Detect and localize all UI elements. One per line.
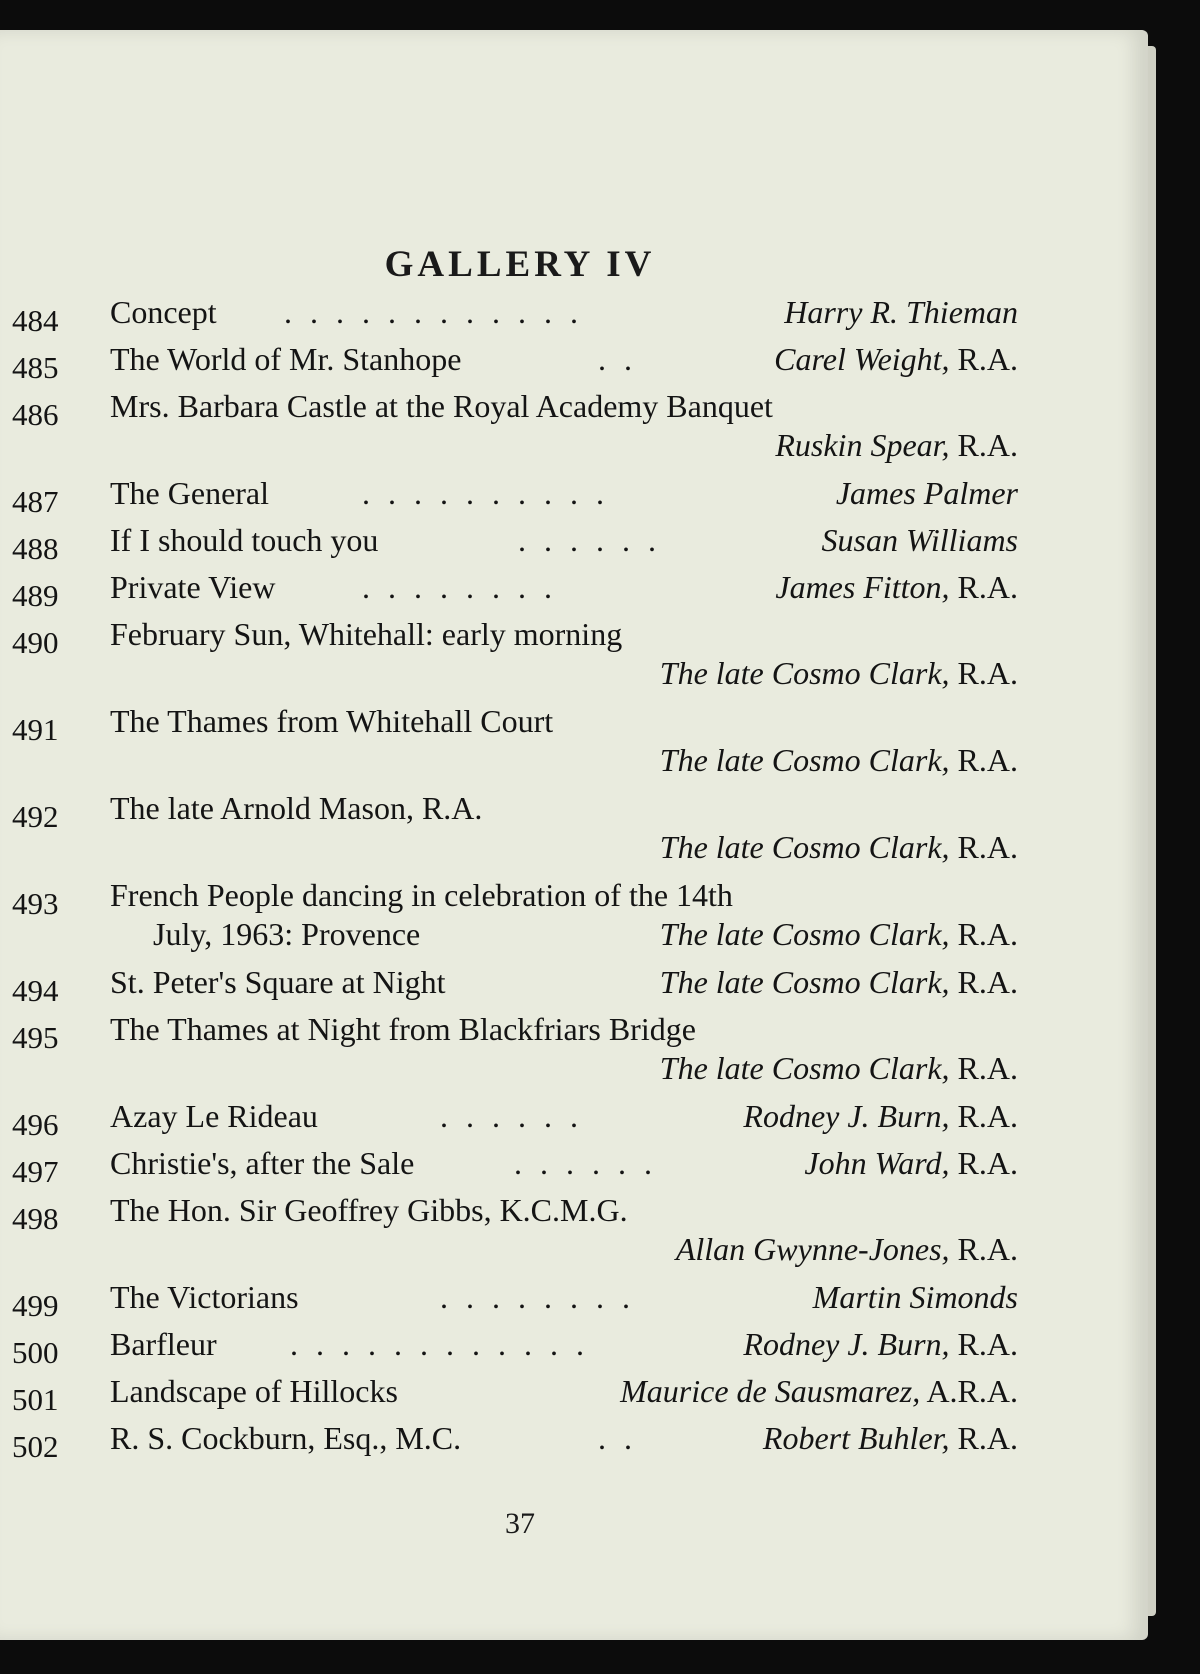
- entry-title: Concept: [110, 294, 217, 330]
- entry-number: 491: [12, 712, 59, 747]
- entry-number: 488: [12, 531, 59, 566]
- entry-title: Christie's, after the Sale: [110, 1145, 415, 1181]
- artist-name: The late Cosmo Clark,: [659, 964, 950, 1000]
- entry-number: 494: [12, 973, 59, 1008]
- entry-title: R. S. Cockburn, Esq., M.C.: [110, 1420, 462, 1456]
- artist-name: Susan Williams: [821, 522, 1018, 558]
- artist-suffix: R.A.: [949, 427, 1018, 463]
- catalogue-entry: [0, 1420, 1030, 1467]
- catalogue-entry: [0, 790, 1030, 877]
- entry-artist: [660, 829, 1018, 866]
- entry-title: If I should touch you: [110, 522, 379, 558]
- entry-title: The Thames at Night from Blackfriars Bridge: [110, 1011, 696, 1047]
- catalogue-entry: [0, 388, 1030, 475]
- entry-title: Barfleur: [110, 1326, 217, 1362]
- leader-dots: . . . . . .: [514, 1145, 657, 1181]
- catalogue-entry: [0, 964, 1030, 1011]
- entry-title: The World of Mr. Stanhope: [110, 341, 462, 377]
- entry-number: 500: [12, 1335, 59, 1370]
- catalogue-entry: [0, 1098, 1030, 1145]
- artist-name: The late Cosmo Clark,: [659, 1050, 950, 1086]
- entry-title: Private View: [110, 569, 276, 605]
- entry-artist: [743, 1326, 1018, 1363]
- artist-suffix: R.A.: [949, 341, 1018, 377]
- page-number: 37: [505, 1507, 535, 1540]
- catalogue-entry: [0, 1326, 1030, 1373]
- artist-suffix: R.A.: [949, 1145, 1018, 1181]
- entry-artist: [775, 427, 1018, 464]
- artist-suffix: R.A.: [949, 1098, 1018, 1134]
- artist-suffix: R.A.: [949, 1050, 1018, 1086]
- artist-name: Robert Buhler,: [762, 1420, 950, 1456]
- catalogue-entry: [0, 1373, 1030, 1420]
- entry-title: The Hon. Sir Geoffrey Gibbs, K.C.M.G.: [110, 1192, 628, 1228]
- entry-title: The General: [110, 475, 270, 511]
- artist-name: The late Cosmo Clark,: [659, 655, 950, 691]
- artist-suffix: R.A.: [949, 829, 1018, 865]
- artist-name: Rodney J. Burn,: [743, 1326, 950, 1362]
- artist-name: James Palmer: [835, 475, 1018, 511]
- entry-artist: [660, 916, 1018, 953]
- leader-dots: . . . . . . . . . .: [362, 475, 609, 511]
- entry-artist: [836, 475, 1018, 512]
- artist-name: Maurice de Sausmarez,: [620, 1373, 921, 1409]
- artist-name: Harry R. Thieman: [784, 294, 1018, 330]
- artist-name: The late Cosmo Clark,: [659, 829, 950, 865]
- entry-artist: [822, 522, 1018, 559]
- entry-title: Azay Le Rideau: [110, 1098, 318, 1134]
- artist-suffix: R.A.: [949, 1420, 1018, 1456]
- entry-number: 492: [12, 799, 59, 834]
- entry-artist: [676, 1231, 1018, 1268]
- entry-number: 502: [12, 1429, 59, 1464]
- entry-title: February Sun, Whitehall: early morning: [110, 616, 623, 652]
- entry-title: The late Arnold Mason, R.A.: [110, 790, 483, 826]
- entry-title-continued: July, 1963: Provence: [153, 916, 421, 952]
- entry-number: 501: [12, 1382, 59, 1417]
- entry-number: 496: [12, 1107, 59, 1142]
- artist-suffix: R.A.: [949, 916, 1018, 952]
- entry-title: Mrs. Barbara Castle at the Royal Academy Banquet: [110, 388, 773, 424]
- leader-dots: . .: [598, 341, 637, 377]
- entry-number: 493: [12, 886, 59, 921]
- entry-number: 499: [12, 1288, 59, 1323]
- gallery-title: GALLERY IV: [384, 243, 656, 285]
- entry-number: 490: [12, 625, 59, 660]
- artist-name: Rodney J. Burn,: [743, 1098, 950, 1134]
- artist-suffix: R.A.: [949, 742, 1018, 778]
- catalogue-entry: [0, 522, 1030, 569]
- catalogue-list: [0, 294, 1030, 1467]
- leader-dots: . . . . . . . . . . . .: [290, 1326, 589, 1362]
- leader-dots: . . . . . .: [440, 1098, 583, 1134]
- catalogue-page: [0, 30, 1148, 1640]
- entry-artist: [660, 1050, 1018, 1087]
- catalogue-entry: [0, 1192, 1030, 1279]
- entry-artist: [620, 1373, 1018, 1410]
- entry-artist: [660, 964, 1018, 1001]
- entry-number: 485: [12, 350, 59, 385]
- entry-artist: [743, 1098, 1018, 1135]
- leader-dots: . . . . . .: [518, 522, 661, 558]
- entry-artist: [660, 742, 1018, 779]
- catalogue-entry: [0, 475, 1030, 522]
- entry-artist: [784, 294, 1018, 331]
- catalogue-entry: [0, 569, 1030, 616]
- entry-number: 495: [12, 1020, 59, 1055]
- leader-dots: . .: [598, 1420, 637, 1456]
- artist-name: The late Cosmo Clark,: [659, 742, 950, 778]
- artist-suffix: R.A.: [949, 655, 1018, 691]
- catalogue-entry: [0, 1011, 1030, 1098]
- entry-number: 484: [12, 303, 59, 338]
- artist-suffix: A.R.A.: [920, 1373, 1018, 1409]
- entry-artist: [763, 1420, 1018, 1457]
- entry-artist: [775, 569, 1018, 606]
- artist-name: Martin Simonds: [812, 1279, 1018, 1315]
- entry-title: French People dancing in celebration of the 14th: [110, 877, 733, 913]
- catalogue-entry: [0, 1279, 1030, 1326]
- artist-suffix: R.A.: [949, 1326, 1018, 1362]
- entry-number: 486: [12, 397, 59, 432]
- catalogue-entry: [0, 877, 1030, 964]
- entry-number: 498: [12, 1201, 59, 1236]
- leader-dots: . . . . . . . .: [440, 1279, 635, 1315]
- entry-title: St. Peter's Square at Night: [110, 964, 446, 1000]
- catalogue-entry: [0, 341, 1030, 388]
- catalogue-entry: [0, 703, 1030, 790]
- entry-artist: [774, 341, 1018, 378]
- entry-number: 489: [12, 578, 59, 613]
- leader-dots: . . . . . . . . . . . .: [284, 294, 583, 330]
- artist-name: Carel Weight,: [774, 341, 950, 377]
- catalogue-entry: [0, 616, 1030, 703]
- catalogue-entry: [0, 294, 1030, 341]
- entry-artist: [660, 655, 1018, 692]
- entry-title: The Victorians: [110, 1279, 299, 1315]
- entry-artist: [804, 1145, 1018, 1182]
- artist-suffix: R.A.: [949, 1231, 1018, 1267]
- artist-name: Allan Gwynne-Jones,: [675, 1231, 950, 1267]
- page-edge: [1148, 46, 1156, 1616]
- artist-name: John Ward,: [804, 1145, 950, 1181]
- artist-name: Ruskin Spear,: [775, 427, 950, 463]
- entry-title: The Thames from Whitehall Court: [110, 703, 554, 739]
- leader-dots: . . . . . . . .: [362, 569, 557, 605]
- entry-number: 487: [12, 484, 59, 519]
- artist-suffix: R.A.: [949, 569, 1018, 605]
- artist-name: The late Cosmo Clark,: [659, 916, 950, 952]
- artist-suffix: R.A.: [949, 964, 1018, 1000]
- artist-name: James Fitton,: [775, 569, 950, 605]
- entry-artist: [813, 1279, 1018, 1316]
- entry-number: 497: [12, 1154, 59, 1189]
- catalogue-entry: [0, 1145, 1030, 1192]
- entry-title: Landscape of Hillocks: [110, 1373, 398, 1409]
